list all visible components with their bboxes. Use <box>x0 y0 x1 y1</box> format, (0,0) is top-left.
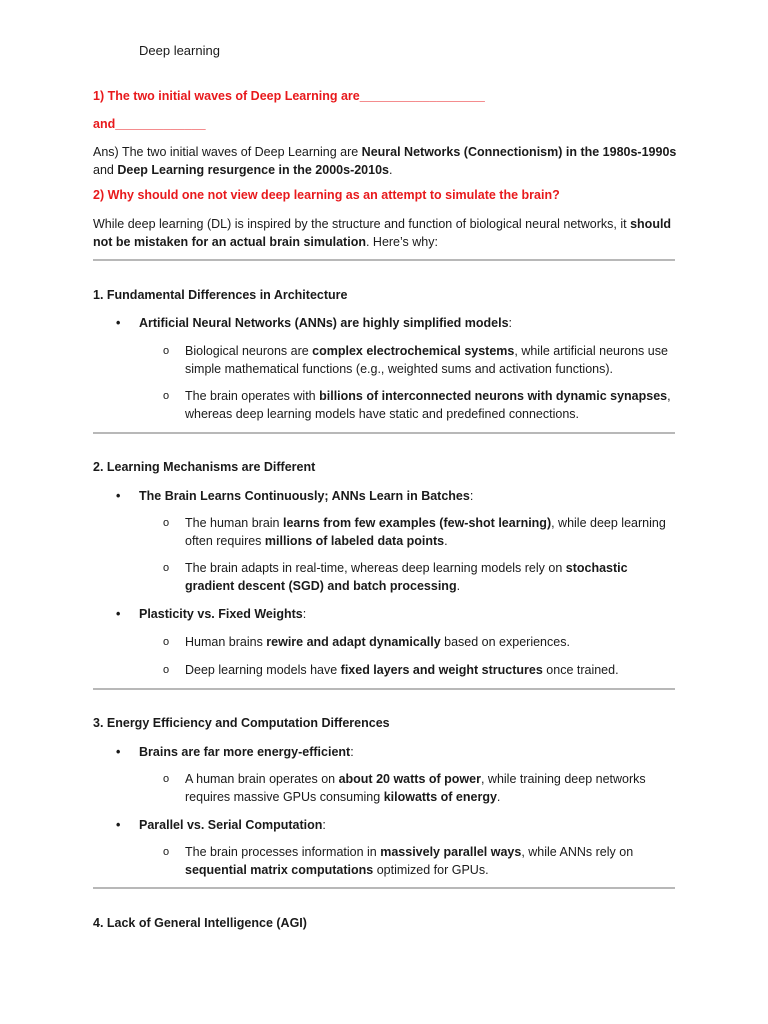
section-1-sub-2: o The brain operates with billions of interconnected neurons with dynamic synapses, whereas deep learning models have static and predefined connections. <box>163 389 671 421</box>
section-2-sub-4: o Deep learning models have fixed layers and weight structures once trained. <box>163 663 619 677</box>
section-3-sub-1: o A human brain operates on about 20 watts of power, while training deep networks requires massive GPUs consuming kilowatts of energy. <box>163 772 646 804</box>
sub-bullet-marker: o <box>163 773 170 785</box>
sub-bullet-marker: o <box>163 517 170 529</box>
section-3-heading: 3. Energy Efficiency and Computation Differences <box>93 716 390 730</box>
question-1-line-1: 1) The two initial waves of Deep Learning are__________________ <box>93 89 485 103</box>
intro-paragraph: While deep learning (DL) is inspired by the structure and function of biological neural networks, it should not be mistaken for an actual brain simulation. Here’s why: <box>93 217 672 249</box>
section-1-bullet-1: • Artificial Neural Networks (ANNs) are highly simplified models: <box>139 314 679 332</box>
section-3-bullet-2: • Parallel vs. Serial Computation: <box>139 816 679 834</box>
sub-bullet-marker: o <box>163 345 170 357</box>
section-2-bullet-2: • Plasticity vs. Fixed Weights: <box>139 605 679 623</box>
section-2-sub-2: o The brain adapts in real-time, whereas deep learning models rely on stochastic gradient descent (SGD) and batch processing. <box>163 561 628 593</box>
sub-bullet-marker: o <box>163 664 170 676</box>
sub-bullet-marker: o <box>163 562 170 574</box>
divider-2 <box>93 432 675 434</box>
section-3-sub-2: o The brain processes information in massively parallel ways, while ANNs rely on sequential matrix computations optimized for GPUs. <box>163 845 634 877</box>
section-4-heading: 4. Lack of General Intelligence (AGI) <box>93 916 307 930</box>
answer-1: Ans) The two initial waves of Deep Learning are Neural Networks (Connectionism) in the 1980s-1990s and Deep Learning resurgence in the 2000s-2010s. <box>93 145 677 177</box>
divider-1 <box>93 259 675 261</box>
section-2-sub-1: o The human brain learns from few examples (few-shot learning), while deep learning often requires millions of labeled data points. <box>163 516 666 548</box>
section-1-heading: 1. Fundamental Differences in Architecture <box>93 288 348 302</box>
divider-3 <box>93 688 675 690</box>
section-3-bullet-1: • Brains are far more energy-efficient: <box>139 743 679 761</box>
document-title: Deep learning <box>139 43 220 58</box>
sub-bullet-marker: o <box>163 636 170 648</box>
divider-4 <box>93 887 675 889</box>
section-2-sub-3: o Human brains rewire and adapt dynamically based on experiences. <box>163 635 570 649</box>
question-2: 2) Why should one not view deep learning as an attempt to simulate the brain? <box>93 188 560 202</box>
sub-bullet-marker: o <box>163 846 170 858</box>
section-1-sub-1: o Biological neurons are complex electrochemical systems, while artificial neurons use simple mathematical functions (e.g., weighted sums and activation functions). <box>163 344 668 376</box>
sub-bullet-marker: o <box>163 390 170 402</box>
section-2-heading: 2. Learning Mechanisms are Different <box>93 460 316 474</box>
section-2-bullet-1: • The Brain Learns Continuously; ANNs Learn in Batches: <box>139 487 679 505</box>
question-1-line-2: and_____________ <box>93 117 206 131</box>
